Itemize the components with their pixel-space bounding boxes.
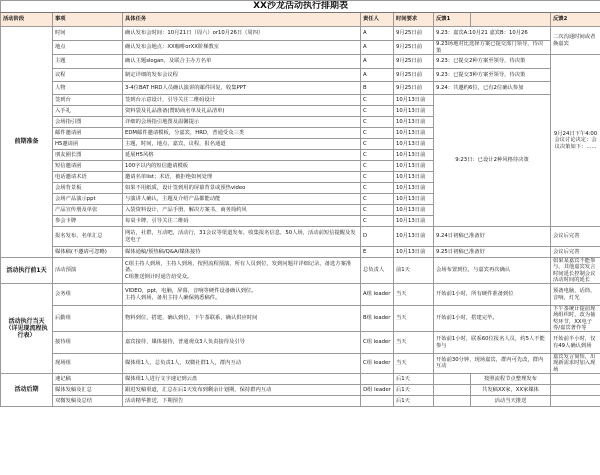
item-cell: 速记稿 [53, 373, 123, 384]
feedback2-cell: 开始前半小时，仅有49人确认到场 [551, 332, 600, 354]
time-cell: 10月13日前 [394, 205, 434, 216]
task-cell: 主题，时间，地点，嘉宾，议程，报名通道 [123, 139, 361, 150]
header-cell: 活动阶段 [1, 13, 53, 27]
time-cell: 10月13日前 [394, 161, 434, 172]
time-cell: 后1天 [394, 384, 434, 395]
person-cell: E [361, 247, 394, 258]
feedback2-cell: 下午茶统计提前现场组织时，改为抽奖环节，XX电子券/嘉宾著作等 [551, 306, 600, 332]
time-cell: 9月25日前 [394, 55, 434, 69]
person-cell: A [361, 41, 394, 55]
time-cell: 10月13日前 [394, 128, 434, 139]
header-cell: 时间要求 [394, 13, 434, 27]
item-cell: 人物 [53, 82, 123, 95]
item-cell: 活动预演 [53, 258, 123, 284]
feedback1-cell: 开始前1小时，搭建完毕。 [434, 306, 551, 332]
header-cell: 反馈1 [434, 13, 471, 27]
person-cell: C [361, 205, 394, 216]
time-cell: 10月13日前 [394, 247, 434, 258]
person-cell: C [361, 117, 394, 128]
feedback1-cell: 9.24日初稿已准备好 [434, 227, 551, 247]
table-row [1, 306, 600, 332]
task-cell: 详细的会场指引地图及温馨提示 [123, 117, 361, 128]
time-cell: 后1天 [394, 373, 434, 384]
person-cell: A组 leader [361, 284, 394, 306]
task-cell: VIDEO，ppt，电脑，屏幕，音响等硬件设备确认到位。 主持人到场，备用主持人确保熟悉稿件。 [123, 284, 361, 306]
feedback1-cell: 9.24：共邀约6位，已有2位确认参加 [434, 82, 551, 95]
table-row [1, 55, 600, 69]
task-cell: 确认主题slogan，及联合主办方名单 [123, 55, 361, 69]
time-cell: 9月25日前 [394, 82, 434, 95]
person-cell: B组 leader [361, 306, 394, 332]
task-cell: 邀请名单list；术语，被拒绝如何处理 [123, 172, 361, 183]
phase-cell: 活动执行当天（详见现流程执行表） [1, 284, 53, 374]
person-cell: C [361, 150, 394, 161]
task-cell: 100字以内的短信邀请模板 [123, 161, 361, 172]
task-cell: C组主持人到场，主持人到场，按照流程预演，所有人员到位，发到问题并详细记录，备选方案准备。 C组推送倒计时通告给受众。 [123, 258, 361, 284]
item-cell: 时间 [53, 27, 123, 41]
item-cell: 议程 [53, 69, 123, 82]
table-row [1, 247, 600, 258]
time-cell: 9月25日前 [394, 27, 434, 41]
feedback2-cell [551, 395, 600, 406]
task-cell: 确认发布会地点：XX咖啡orXX阶梯教室 [123, 41, 361, 55]
person-cell: C [361, 183, 394, 194]
feedback2-cell [551, 373, 600, 384]
feedback1-cell: 9.23：已提交3种方案至领导，待决策 [434, 69, 551, 82]
table-row [1, 258, 600, 284]
item-cell: 后勤组 [53, 306, 123, 332]
task-cell: 物料到位，搭建，确认到位，下午茶联系，确认供应时间 [123, 306, 361, 332]
task-cell: 媒体组1人，总负责1人，双微社群1人，群内互动 [123, 354, 361, 374]
time-cell: 10月13日前 [394, 106, 434, 117]
task-cell: 确认发布会时间：10月21日（周六）or10月26日（周四） [123, 27, 361, 41]
table-row [1, 95, 600, 106]
time-cell: 后1天 [394, 395, 434, 406]
task-cell: 跟进发稿渠道，汇总在后1天发布到剩余计划期，保持群内互动 [123, 384, 361, 395]
item-cell: 会场背景板 [53, 183, 123, 194]
feedback1b-cell: 共发稿XX家，XX家媒体 [471, 384, 551, 395]
time-cell: 前1天 [394, 258, 434, 284]
table-body [1, 27, 600, 407]
feedback1-cell: 开始前30分钟，现场嘉宾，群内可先改，群内互动 [434, 354, 551, 374]
item-cell: 邮件邀请函 [53, 128, 123, 139]
feedback1-cell [434, 384, 471, 395]
task-cell: 网站，社群，互动吧，活动行，31会议等渠道发布，收集报名信息，50人场，活动前短信提醒及发送电子 [123, 227, 361, 247]
task-cell: 签到台示意设计，引导关注二维码设计 [123, 95, 361, 106]
item-cell: 主题 [53, 55, 123, 69]
item-cell: 入手礼 [53, 106, 123, 117]
time-cell: 10月13日前 [394, 150, 434, 161]
time-cell: 当天 [394, 284, 434, 306]
feedback1-cell: 开始前1小时，联系60位报名人员，约5人不能参与 [434, 332, 551, 354]
feedback1b-cell: 活动当天推送 [471, 395, 551, 406]
person-cell: C组 leader [361, 354, 394, 374]
feedback2-cell: 会议后完善 [551, 227, 600, 247]
item-cell: 电话邀请术语 [53, 172, 123, 183]
item-cell: 签到台 [53, 95, 123, 106]
item-cell: 双微发稿及总结 [53, 395, 123, 406]
item-cell: 短信邀请函 [53, 161, 123, 172]
phase-cell: 前期准备 [1, 27, 53, 258]
header-cell: 具体任务 [123, 13, 361, 27]
task-cell: 与演讲人确认，主题及介绍产品都能动能 [123, 194, 361, 205]
feedback2-cell [551, 384, 600, 395]
feedback2-cell: 二次沟通时间或者换嘉宾 [551, 27, 600, 55]
feedback2-cell: 如果某嘉宾不能参与，其他嘉宾发言时间延长控制会议活动时间的延长 [551, 258, 600, 284]
time-cell: 10月13日前 [394, 172, 434, 183]
person-cell: D组 leader [361, 384, 394, 395]
header-row [1, 13, 600, 27]
task-cell: 资料袋及礼品准备(赞助商名单及礼品清单) [123, 106, 361, 117]
feedback1-cell [434, 395, 471, 406]
person-cell: C [361, 106, 394, 117]
item-cell: 地点 [53, 41, 123, 55]
phase-cell: 活动后期 [1, 373, 53, 406]
table-row [1, 82, 600, 95]
feedback1-cell: 9.23：嘉宾A:10月21 嘉宾B：10月26 [434, 27, 551, 41]
task-cell: 3-4位BAT HRD人员确认演讲的邮件回复，收集PPT [123, 82, 361, 95]
header-cell: 反馈2 [551, 13, 600, 27]
item-cell: 会场产品演示ppt [53, 194, 123, 205]
task-cell: EDM邮件邀请模板，分嘉宾，HRD，普通受众三类 [123, 128, 361, 139]
feedback1-merged-cell: 9:23日：已设计2种风格待决策 [434, 95, 551, 227]
feedback2-cell: 会议后完善 [551, 247, 600, 258]
time-cell: 10月13日前 [394, 227, 434, 247]
feedback2-cell: 嘉宾发言简短，出现新需求时加入现场 [551, 354, 600, 374]
person-cell: A [361, 55, 394, 69]
item-cell: 参会卡牌 [53, 216, 123, 227]
table-row [1, 27, 600, 41]
person-cell: C [361, 172, 394, 183]
sheet-title: XX沙龙活动执行排期表 [1, 1, 600, 13]
time-cell: 9月25日前 [394, 41, 434, 55]
time-cell: 当天 [394, 332, 434, 354]
header-cell: 事项 [53, 13, 123, 27]
task-cell: 嘉宾接待，媒体接待，普通观众3人负责接待及引导 [123, 332, 361, 354]
table-row [1, 332, 600, 354]
item-cell: 产品宣传册及单张 [53, 205, 123, 216]
task-cell: 媒体通稿/预热稿/Q&A/媒体接待 [123, 247, 361, 258]
item-cell: 朋友圈长图 [53, 150, 123, 161]
feedback1-cell: 9.23场地对比选择方案已提交部门领导，待决策 [434, 41, 551, 55]
item-cell: H5邀请函 [53, 139, 123, 150]
time-cell: 9月25日前 [394, 69, 434, 82]
time-cell: 10月13日前 [394, 95, 434, 106]
feedback1-cell: 会场布置到位，与嘉宾再次确认 [434, 258, 551, 284]
person-cell: A [361, 69, 394, 82]
item-cell: 媒体发稿及汇总 [53, 384, 123, 395]
feedback2-merged-cell: 9月24日下午4:00会议讨论决定：会议决策如下：...... [551, 55, 600, 227]
table-row [1, 41, 600, 55]
person-cell: C [361, 139, 394, 150]
time-cell: 10月13日前 [394, 117, 434, 128]
person-cell: D [361, 227, 394, 247]
person-cell: B [361, 82, 394, 95]
feedback1b-cell: 按照流程节点整理发布 [471, 373, 551, 384]
table-row [1, 354, 600, 374]
task-cell: 活动精华推送，下期预告 [123, 395, 361, 406]
feedback1-cell [434, 373, 471, 384]
item-cell: 报名发布，名单汇总 [53, 227, 123, 247]
person-cell: C [361, 194, 394, 205]
item-cell: 会务组 [53, 284, 123, 306]
person-cell: C [361, 161, 394, 172]
time-cell: 10月13日前 [394, 216, 434, 227]
task-cell: 入袋资料设计，产品手册，解决方案书，商务简约风 [123, 205, 361, 216]
table-row [1, 395, 600, 406]
person-cell: C [361, 128, 394, 139]
time-cell: 当天 [394, 306, 434, 332]
time-cell: 10月13日前 [394, 194, 434, 205]
table-row [1, 384, 600, 395]
person-cell [361, 373, 394, 384]
task-cell: 延展H5风格 [123, 150, 361, 161]
time-cell: 当天 [394, 354, 434, 374]
item-cell: 会场指引图 [53, 117, 123, 128]
person-cell: C [361, 216, 394, 227]
item-cell: 媒体稿(不邀请可忽略) [53, 247, 123, 258]
feedback1-cell: 9.23：已提交2种方案至领导，待决策 [434, 55, 551, 69]
person-cell: 总负责人 [361, 258, 394, 284]
task-cell: 制定详细的发布会议程 [123, 69, 361, 82]
person-cell: A [361, 27, 394, 41]
task-cell: 如果不用纸质，设计签到用的屏幕背景或预热video [123, 183, 361, 194]
header-cell [471, 13, 551, 27]
table-row [1, 227, 600, 247]
phase-cell: 活动执行前1天 [1, 258, 53, 284]
time-cell: 10月13日前 [394, 139, 434, 150]
feedback2-cell: 预备电脑，话筒，音响，灯光 [551, 284, 600, 306]
task-cell: 每桌卡牌，引导关注二维码 [123, 216, 361, 227]
item-cell: 接待组 [53, 332, 123, 354]
person-cell: C [361, 95, 394, 106]
time-cell: 10月13日前 [394, 183, 434, 194]
table-row [1, 284, 600, 306]
person-cell [361, 395, 394, 406]
table-row [1, 69, 600, 82]
person-cell: C组 leader [361, 332, 394, 354]
feedback1-cell: 开始前1小时，所有硬件准备到位 [434, 284, 551, 306]
feedback1-cell: 9.25日初稿已准备好 [434, 247, 551, 258]
task-cell: 媒体组1人进行文字速记到云盘 [123, 373, 361, 384]
item-cell: 现场组 [53, 354, 123, 374]
header-cell: 责任人 [361, 13, 394, 27]
table-row [1, 373, 600, 384]
